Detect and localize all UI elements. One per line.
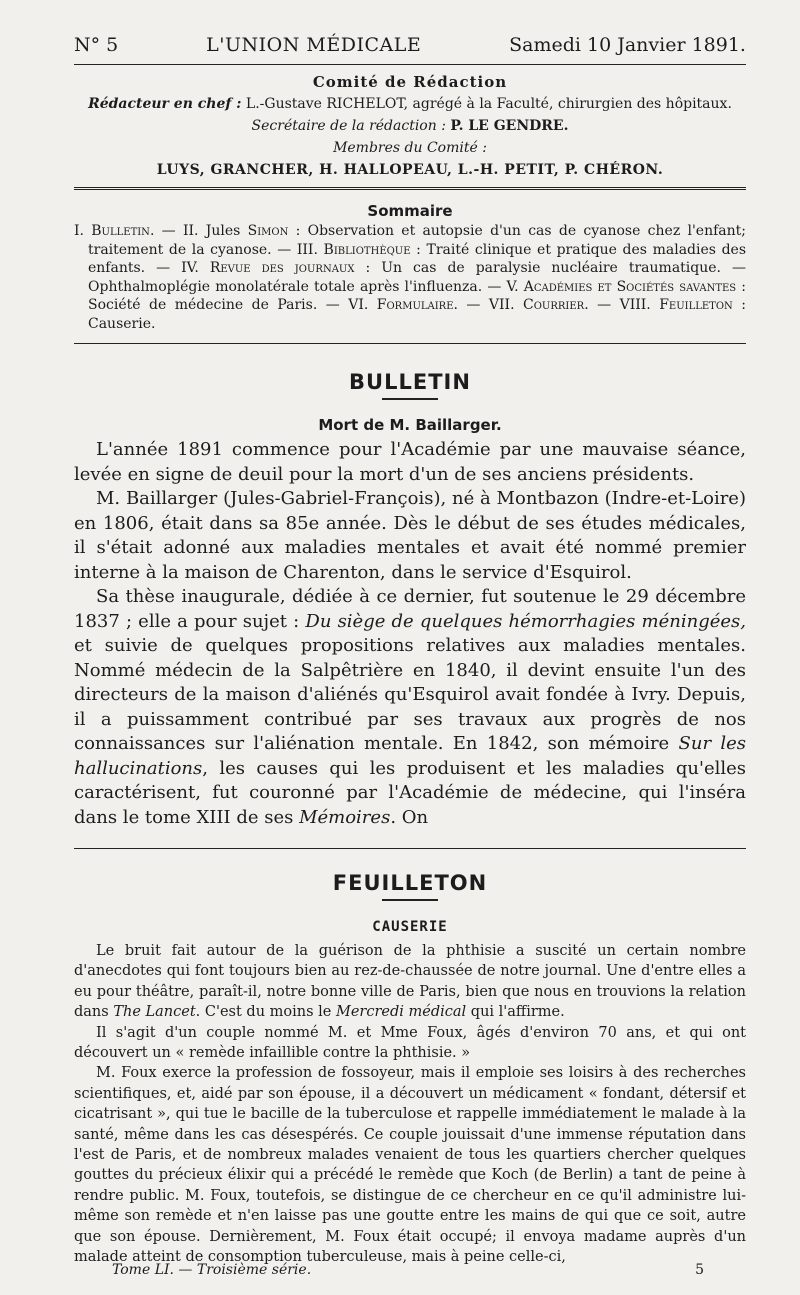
members-value: LUYS, GRANCHER, H. HALLOPEAU, L.-H. PETIT, P. CHÉRON. [156, 162, 664, 178]
sommaire-section: Formulaire [376, 297, 454, 313]
bulletin-paragraph [74, 585, 746, 830]
text-run: , les causes qui les produisent et les maladies qu'elles caractérisent, fut couronné par l'Académie de médecine, qui l'inséra dans le tome XIII de ses [74, 757, 746, 828]
sommaire-desc: : Un cas de paralysie nucléaire traumatique. — Ophthalmoplégie monolatérale totale après l'influenza. — [88, 260, 746, 295]
issue-number: N° 5 [74, 34, 119, 56]
page-number: 5 [695, 1262, 704, 1278]
bulletin-body [74, 438, 746, 830]
issue-date: Samedi 10 Janvier 1891. [509, 34, 746, 56]
italic-title: Mémoires [299, 806, 391, 828]
sommaire-title: Sommaire [367, 202, 453, 220]
text-run: . C'est du moins le [195, 1004, 336, 1021]
sommaire-section: Courrier [523, 297, 585, 313]
bulletin-paragraph: M. Baillarger (Jules-Gabriel-François), né à Montbazon (Indre-et-Loire) en 1806, était dans sa 85e année. Dès le début de ses études médicales, il s'était adonné aux maladies mentales et avait été nommé premier interne à la maison de Charenton, dans le service d'Esquirol. [74, 488, 746, 583]
sommaire-num: VIII. [619, 297, 660, 313]
bulletin-paragraph: L'année 1891 commence pour l'Académie par une mauvaise séance, levée en signe de deuil pour la mort d'un de ses anciens présidents. [74, 439, 746, 485]
volume-label: Tome LI. — Troisième série. [112, 1262, 312, 1278]
members-label: Membres du Comité : [333, 140, 487, 156]
sommaire-desc: . — [584, 297, 620, 313]
committee-rule [74, 187, 746, 190]
committee-block [74, 71, 746, 181]
sommaire-section: Académies et Sociétés savantes [523, 278, 737, 295]
sommaire-desc: : Causerie. [88, 297, 746, 332]
sommaire-num: VI. [348, 297, 377, 313]
chief-label: Rédacteur en chef : [88, 96, 242, 112]
text-run: qui l'affirme. [466, 1004, 565, 1021]
sommaire-desc: : Société de médecine de Paris. — [88, 278, 747, 313]
sommaire-num: I. [74, 223, 92, 239]
chief-value: L.-Gustave RICHELOT, agrégé à la Faculté, chirurgien des hôpitaux. [245, 96, 732, 112]
sommaire-desc: . — [149, 223, 183, 239]
bulletin-title-rule [382, 398, 438, 400]
sommaire-num: IV. [181, 260, 210, 276]
bulletin-title: BULLETIN [349, 370, 471, 394]
sommaire-section: Revue des journaux [209, 260, 355, 276]
sommaire-desc: : Observation et autopsie d'un cas de cyanose chez l'enfant; traitement de la cyanose. — [88, 223, 746, 258]
journal-title: L'UNION MÉDICALE [206, 34, 422, 56]
page-footer [112, 1262, 704, 1278]
italic-title: Sur les hallucinations [74, 733, 746, 779]
sommaire-section: Feuilleton [659, 297, 733, 313]
text-run: Le bruit fait autour de la guérison de la phthisie a suscité un certain nombre d'anecdotes qui font toujours bien au rez-de-chaussée de notre journal. Une d'entre elles a eu pour théâtre, paraît-il, notre bonne ville de Paris, bien que nous en trouvions la relation dans [74, 943, 746, 1021]
sommaire-desc: . — [453, 297, 489, 313]
sommaire-section: Simon [247, 223, 289, 239]
chief-editor-line [74, 93, 746, 115]
page-header [74, 34, 746, 56]
text-run: et suivie de quelques propositions relatives aux maladies mentales. Nommé médecin de la Salpêtrière en 1840, il devint ensuite l'un des directeurs de la maison d'aliénés qu'Esquirol avait fondée à Ivry. Depuis, il a puissamment contribué par ses travaux aux progrès de nos connaissances sur l'aliénation mentale. En 1842, son mémoire [74, 635, 746, 754]
feuilleton-body [74, 941, 746, 1268]
feuilleton-title: FEUILLETON [332, 871, 488, 895]
secretary-line [74, 115, 746, 137]
sommaire-num: III. [296, 241, 324, 258]
feuilleton-paragraph: M. Foux exerce la profession de fossoyeur, mais il emploie ses loisirs à des recherches scientifiques, et, aidé par son épouse, il a découvert un médicament « fondant, détersif et cicatrisant », qui tue le bacille de la tuberculose et rappelle immédiatement le malade à la santé, même dans les cas désespérés. Ce couple jouissait d'une immense réputation dans l'est de Paris, et de nombreux malades venaient de tous les quartiers chercher quelques gouttes du précieux élixir qui a précédé le remède que Koch (de Berlin) a tant de peine à rendre public. M. Foux, toutefois, se distingue de ce chercheur en ce qu'il administre lui-même son remède et n'en laisse pas une goutte entre les mains de qui que ce soit, autre que son épouse. Dernièrement, M. Foux était occupé; il envoya madame auprès d'un malade atteint de consomption tuberculeuse, mais à peine celle-ci, [74, 1065, 746, 1266]
sommaire-num: VII. [488, 297, 523, 313]
sommaire-num: V. [506, 278, 524, 295]
secretary-value: P. LE GENDRE. [450, 118, 569, 134]
text-run: Sa thèse inaugurale, dédiée à ce dernier, fut soutenue le 29 décembre 1837 ; elle a pour sujet : [74, 586, 746, 632]
sommaire-section: Bulletin [91, 223, 150, 239]
italic-title: Mercredi médical [336, 1004, 467, 1021]
sommaire-text [74, 222, 746, 333]
feuilleton-paragraph: Il s'agit d'un couple nommé M. et Mme Foux, âgés d'environ 70 ans, et qui ont découvert un « remède infaillible contre la phthisie. » [74, 1024, 746, 1062]
sommaire-rule [74, 343, 746, 344]
bulletin-subtitle: Mort de M. Baillarger. [318, 416, 502, 434]
sommaire-section: Bibliothèque [323, 241, 411, 258]
feuilleton-title-rule [382, 899, 438, 901]
feuilleton-separator [74, 848, 746, 849]
feuilleton-paragraph [74, 941, 746, 1023]
causerie-title: CAUSERIE [372, 919, 448, 935]
italic-title: Du siège de quelques hémorrhagies méningées, [305, 610, 746, 632]
header-rule [74, 64, 746, 65]
text-run: . On [390, 806, 429, 828]
sommaire-desc: : Traité clinique et pratique des maladies des enfants. — [88, 241, 747, 276]
secretary-label: Secrétaire de la rédaction : [251, 118, 446, 134]
sommaire-num: II. Jules [182, 223, 248, 239]
italic-title: The Lancet [113, 1004, 196, 1021]
committee-title: Comité de Rédaction [312, 73, 508, 91]
